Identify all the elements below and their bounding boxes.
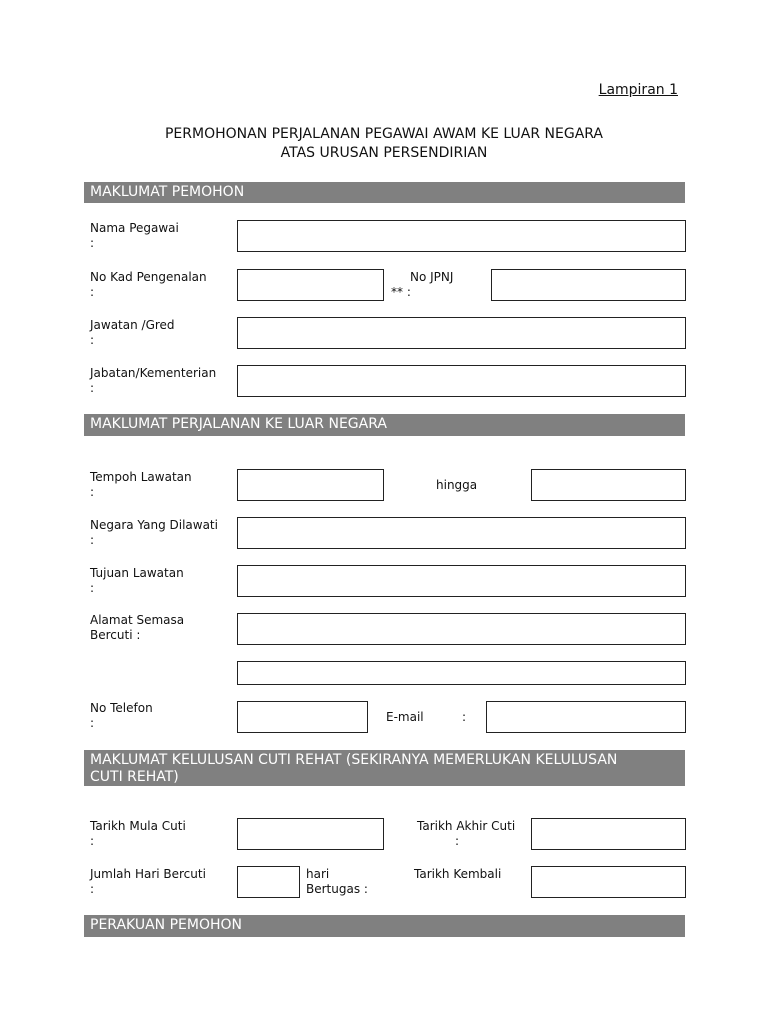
label-hingga: hingga: [436, 478, 478, 492]
label-text: Tarikh Akhir Cuti: [417, 819, 516, 833]
label-colon: :: [455, 834, 460, 848]
label-tarikh-akhir: [417, 819, 525, 849]
label-hari-bertugas: [306, 867, 368, 897]
tempoh-from-field[interactable]: [237, 469, 384, 501]
label-text: Tempoh Lawatan: [90, 470, 192, 484]
label-email: E-mail: [386, 710, 424, 724]
email-field[interactable]: [486, 701, 686, 733]
section-header-line2: CUTI REHAT): [90, 769, 179, 785]
section-header-perjalanan: MAKLUMAT PERJALANAN KE LUAR NEGARA: [84, 414, 685, 436]
jawatan-field[interactable]: [237, 317, 686, 349]
label-tarikh-kembali: Tarikh Kembali: [414, 867, 502, 881]
form-title-line1: PERMOHONAN PERJALANAN PEGAWAI AWAM KE LUAR NEGARA: [164, 126, 604, 142]
label-colon: :: [90, 533, 95, 547]
no-kad-field[interactable]: [237, 269, 384, 301]
no-telefon-field[interactable]: [237, 701, 368, 733]
label-jabatan: [90, 366, 230, 396]
label-tujuan: [90, 566, 230, 596]
label-colon: :: [90, 236, 95, 250]
label-no-jpnj: [391, 270, 481, 300]
alamat-field-line2[interactable]: [237, 661, 686, 685]
label-text: Tarikh Mula Cuti: [90, 819, 186, 833]
appendix-label: Lampiran 1: [598, 82, 678, 98]
jumlah-hari-field[interactable]: [237, 866, 300, 898]
label-negara: [90, 518, 230, 548]
label-email-colon: :: [462, 710, 467, 724]
label-colon: :: [90, 381, 95, 395]
alamat-field-line1[interactable]: [237, 613, 686, 645]
label-no-kad: [90, 270, 230, 300]
label-colon: :: [90, 285, 95, 299]
label-text: No Kad Pengenalan: [90, 270, 207, 284]
label-text: Jawatan /Gred: [90, 318, 175, 332]
section-header-perakuan: PERAKUAN PEMOHON: [84, 915, 685, 937]
section-header-pemohon: MAKLUMAT PEMOHON: [84, 182, 685, 203]
label-colon: :: [90, 834, 95, 848]
label-text: No Telefon: [90, 701, 153, 715]
label-text: Tujuan Lawatan: [90, 566, 184, 580]
no-jpnj-field[interactable]: [491, 269, 686, 301]
tarikh-kembali-field[interactable]: [531, 866, 686, 898]
label-text: Negara Yang Dilawati: [90, 518, 218, 532]
label-text-line2: Bercuti :: [90, 628, 141, 642]
section-header-line1: MAKLUMAT KELULUSAN CUTI REHAT (SEKIRANYA MEMERLUKAN KELULUSAN: [90, 752, 618, 768]
label-colon: :: [90, 716, 95, 730]
label-text: Nama Pegawai: [90, 221, 179, 235]
label-no-telefon: [90, 701, 230, 731]
label-colon: :: [90, 882, 95, 896]
label-colon: :: [90, 333, 95, 347]
label-text: No JPNJ: [410, 270, 454, 284]
label-colon: :: [90, 485, 95, 499]
nama-pegawai-field[interactable]: [237, 220, 686, 252]
form-title-line2: ATAS URUSAN PERSENDIRIAN: [280, 145, 488, 161]
label-colon: :: [90, 581, 95, 595]
label-jumlah-hari: [90, 867, 230, 897]
label-text: Jabatan/Kementerian: [90, 366, 217, 380]
label-jawatan: [90, 318, 230, 348]
label-text: Jumlah Hari Bercuti: [90, 867, 206, 881]
label-text: Alamat Semasa: [90, 613, 185, 627]
section-header-kelulusan: [84, 750, 685, 786]
label-alamat: [90, 613, 230, 643]
label-nama-pegawai: [90, 221, 230, 251]
label-tempoh: [90, 470, 230, 500]
label-text-line2: Bertugas :: [306, 882, 368, 896]
negara-field[interactable]: [237, 517, 686, 549]
label-suffix: ** :: [391, 285, 411, 299]
tujuan-field[interactable]: [237, 565, 686, 597]
label-tarikh-mula: [90, 819, 230, 849]
tempoh-to-field[interactable]: [531, 469, 686, 501]
tarikh-mula-field[interactable]: [237, 818, 384, 850]
label-text: hari: [306, 867, 330, 881]
form-title: [84, 125, 684, 163]
jabatan-field[interactable]: [237, 365, 686, 397]
tarikh-akhir-field[interactable]: [531, 818, 686, 850]
